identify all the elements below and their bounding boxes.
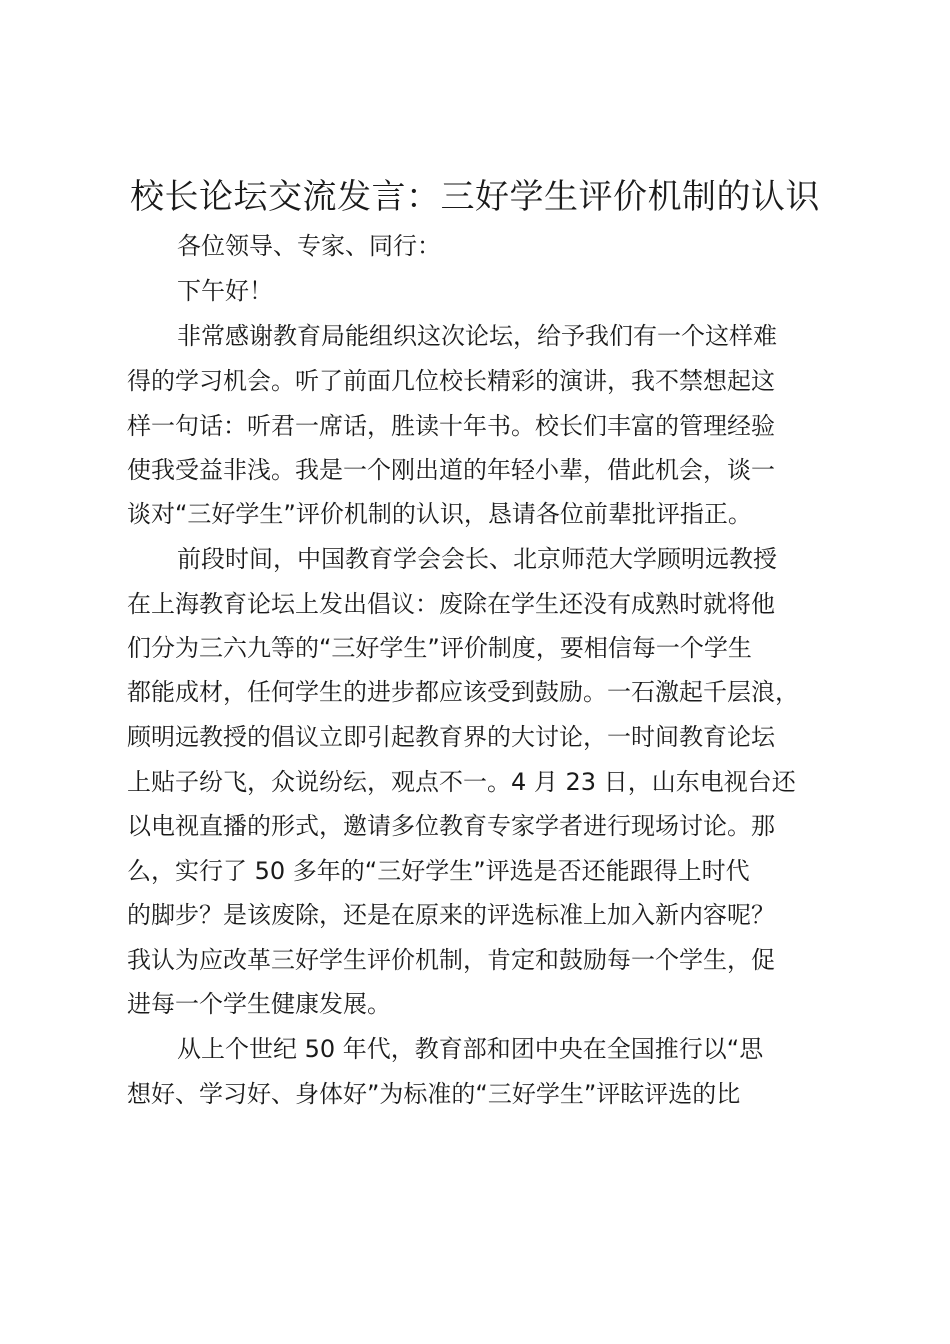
document-title: 校长论坛交流发言：三好学生评价机制的认识 — [130, 177, 820, 217]
paragraph-2-line-9: 的脚步？是该废除，还是在原来的评选标准上加入新内容呢？ — [127, 901, 775, 929]
paragraph-2-line-1: 前段时间，中国教育学会会长、北京师范大学顾明远教授 — [177, 545, 777, 573]
paragraph-2-line-3: 们分为三六九等的“三好学生”评价制度，要相信每一个学生 — [127, 634, 752, 662]
paragraph-1-line-1: 非常感谢教育局能组织这次论坛，给予我们有一个这样难 — [177, 322, 777, 350]
paragraph-1-line-3: 样一句话：听君一席话，胜读十年书。校长们丰富的管理经验 — [127, 412, 775, 440]
paragraph-3-line-2: 想好、学习好、身体好”为标准的“三好学生”评眩评选的比 — [127, 1080, 741, 1108]
greeting-line: 下午好！ — [177, 277, 273, 305]
paragraph-2-line-11: 进每一个学生健康发展。 — [127, 990, 391, 1018]
paragraph-2-line-4: 都能成材，任何学生的进步都应该受到鼓励。一石激起千层浪， — [127, 678, 799, 706]
paragraph-2-line-6: 上贴子纷飞，众说纷纭，观点不一。4 月 23 日，山东电视台还 — [127, 768, 796, 796]
paragraph-1-line-4: 使我受益非浅。我是一个刚出道的年轻小辈，借此机会，谈一 — [127, 456, 775, 484]
paragraph-2-line-5: 顾明远教授的倡议立即引起教育界的大讨论，一时间教育论坛 — [127, 723, 775, 751]
paragraph-3-line-1: 从上个世纪 50 年代，教育部和团中央在全国推行以“思 — [177, 1035, 764, 1063]
paragraph-1-line-2: 得的学习机会。听了前面几位校长精彩的演讲，我不禁想起这 — [127, 367, 775, 395]
salutation-line: 各位领导、专家、同行： — [177, 232, 441, 260]
paragraph-2-line-8: 么，实行了 50 多年的“三好学生”评选是否还能跟得上时代 — [127, 857, 750, 885]
paragraph-2-line-10: 我认为应改革三好学生评价机制，肯定和鼓励每一个学生，促 — [127, 946, 775, 974]
paragraph-2-line-7: 以电视直播的形式，邀请多位教育专家学者进行现场讨论。那 — [127, 812, 775, 840]
paragraph-1-line-5: 谈对“三好学生”评价机制的认识，恳请各位前辈批评指正。 — [127, 500, 752, 528]
paragraph-2-line-2: 在上海教育论坛上发出倡议：废除在学生还没有成熟时就将他 — [127, 590, 775, 618]
